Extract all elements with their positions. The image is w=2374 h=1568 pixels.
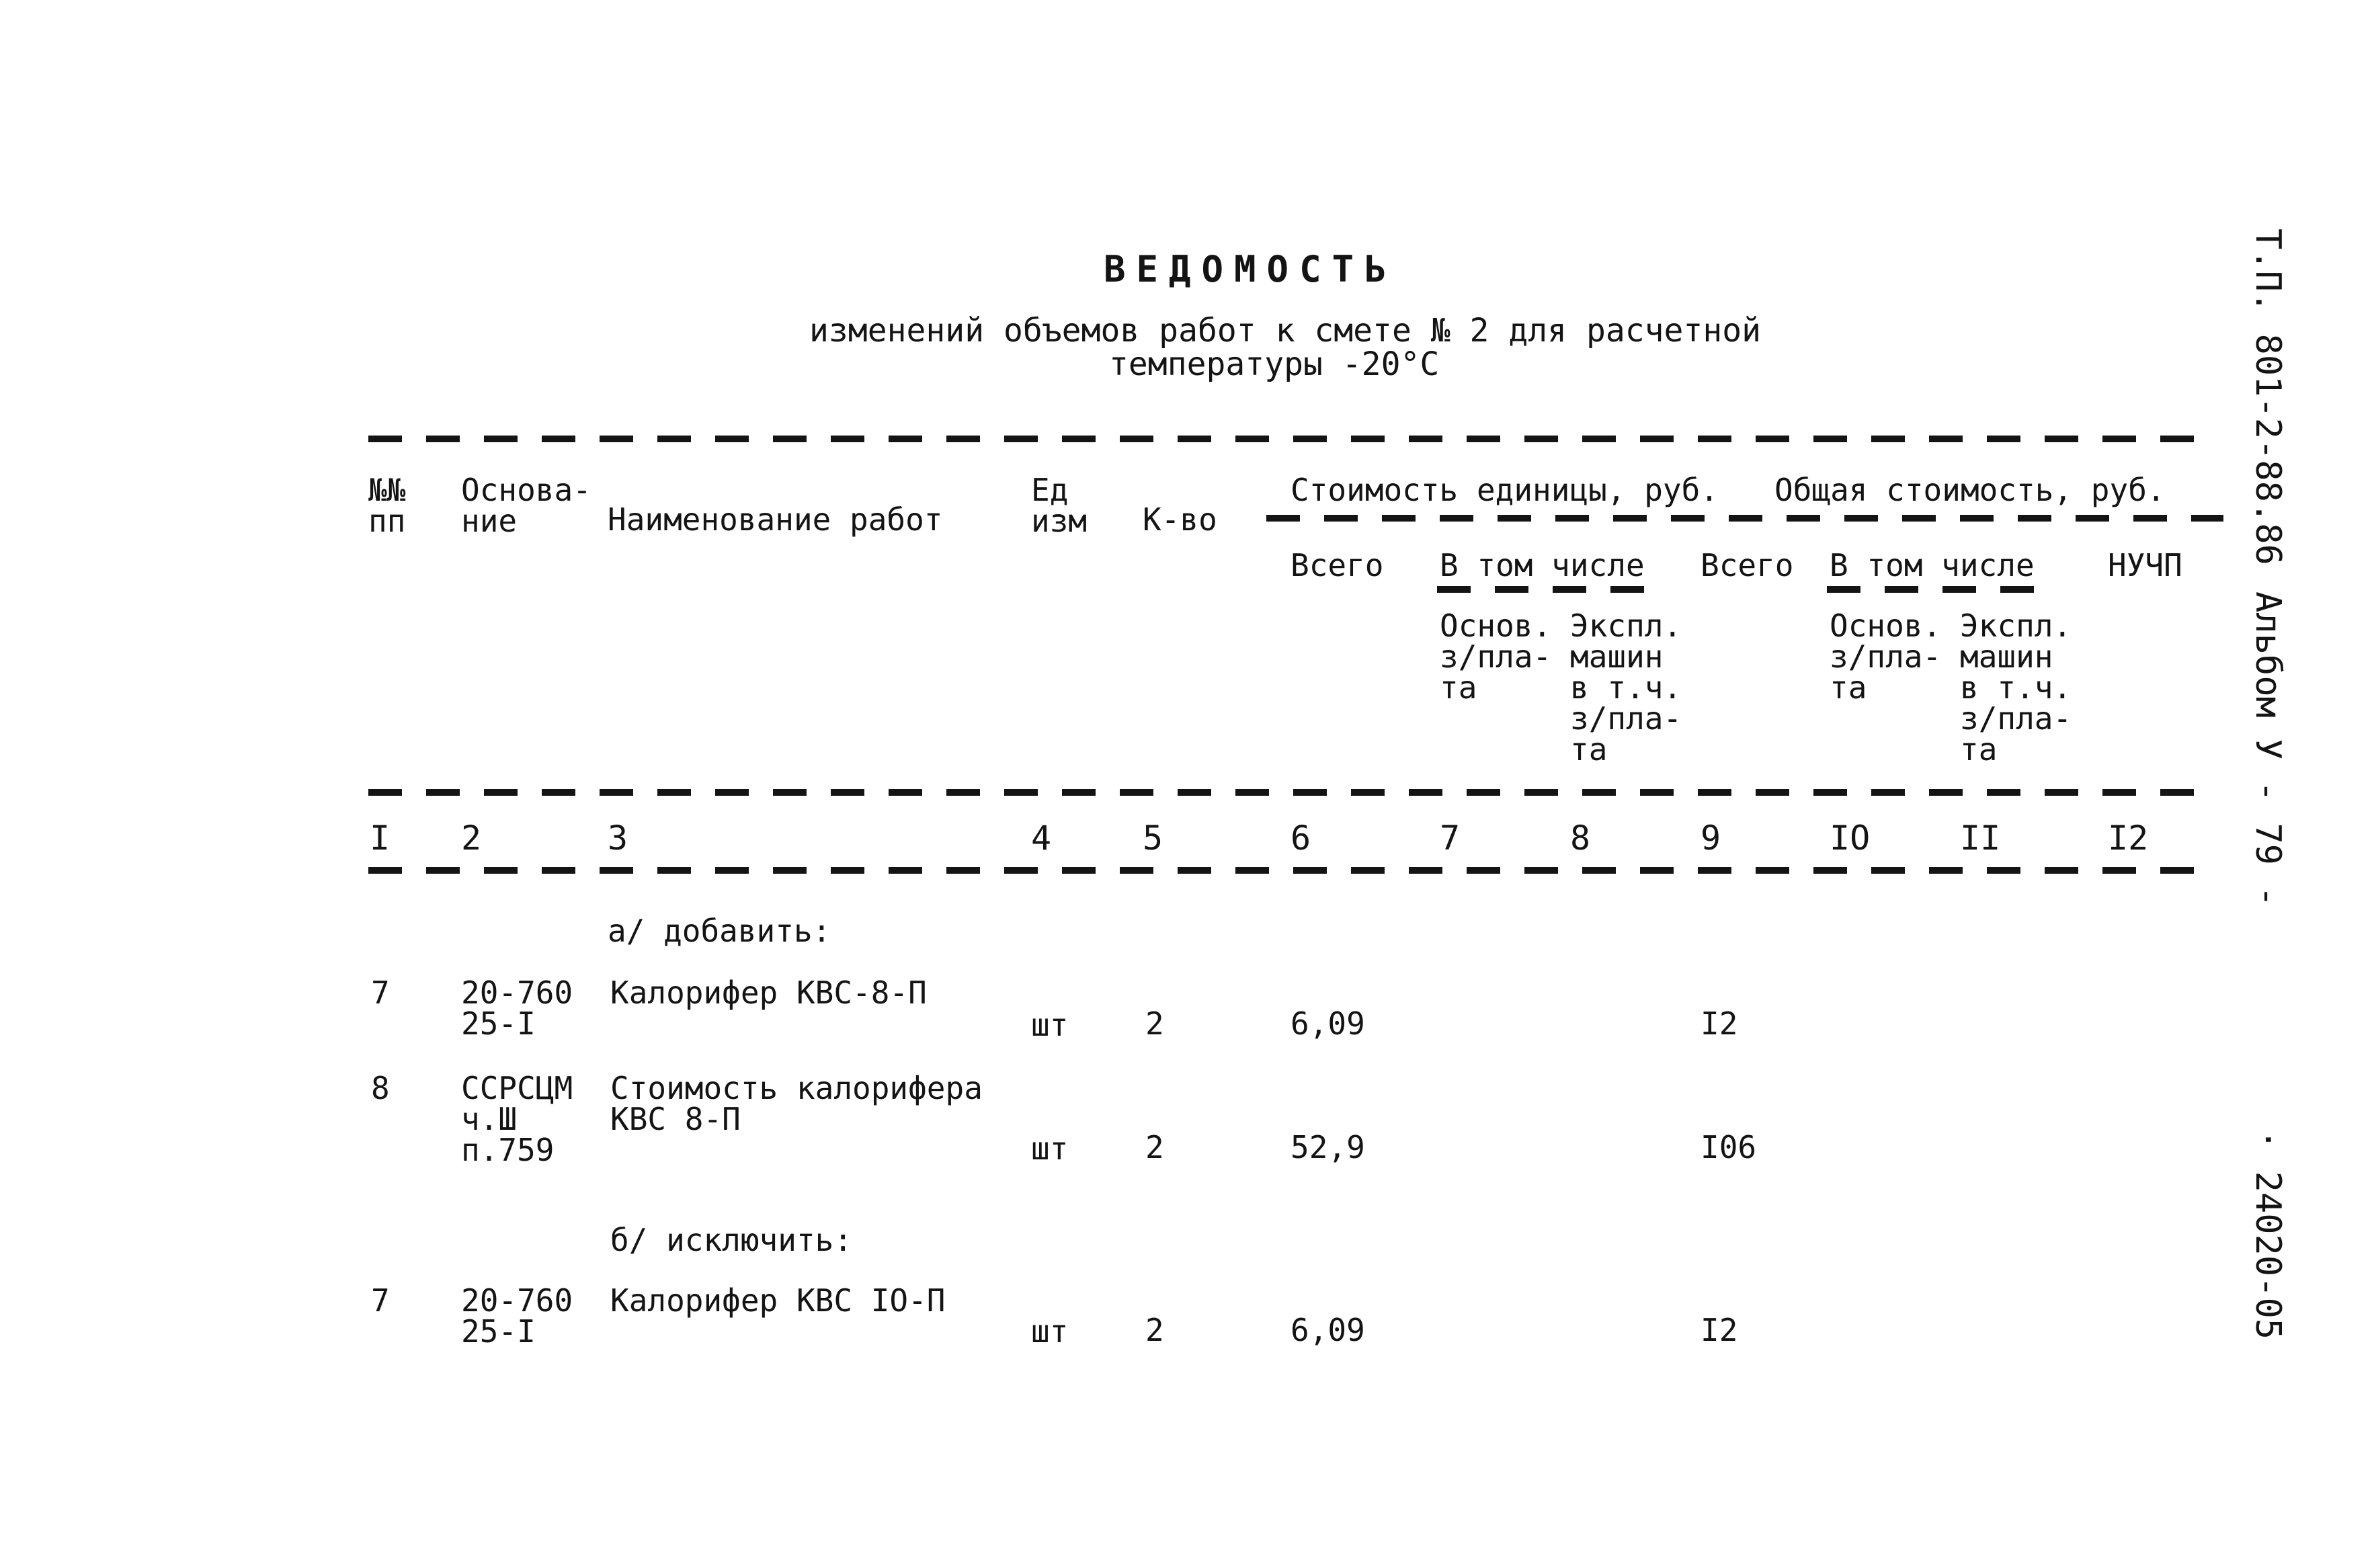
rule-header-bottom bbox=[368, 789, 2207, 796]
margin-inventory-number: · 24020-05 bbox=[2248, 1129, 2288, 1340]
header-sum-incl: В том числе bbox=[1830, 547, 2035, 583]
rule-incl-unit bbox=[1437, 586, 1645, 593]
header-unit-cost: Стоимость единицы, руб. bbox=[1291, 472, 1719, 508]
column-number: IO bbox=[1830, 819, 1871, 858]
row-name: Калорифер КВС IO-П bbox=[610, 1282, 946, 1319]
document-subtitle-2: температуры -20°С bbox=[1109, 345, 1440, 383]
column-number: 2 bbox=[461, 819, 482, 858]
column-number: 8 bbox=[1570, 819, 1591, 858]
row-number: 7 bbox=[371, 1282, 390, 1319]
row-number: 8 bbox=[371, 1070, 390, 1106]
column-number: I2 bbox=[2108, 819, 2149, 858]
row-unit-cost: 6,09 bbox=[1291, 1312, 1365, 1348]
rule-cost-groups bbox=[1266, 515, 2223, 522]
column-number: 3 bbox=[608, 819, 628, 858]
row-basis: 25-I bbox=[461, 1005, 536, 1042]
column-number: II bbox=[1960, 819, 2001, 858]
column-number: 5 bbox=[1143, 819, 1163, 858]
column-number: I bbox=[370, 819, 391, 858]
section-add-label: а/ добавить: bbox=[608, 913, 831, 949]
row-qty: 2 bbox=[1145, 1129, 1164, 1165]
row-name: Стоимость калорифера bbox=[610, 1070, 983, 1106]
row-name: Калорифер КВС-8-П bbox=[610, 975, 927, 1011]
column-number: 7 bbox=[1440, 819, 1461, 858]
header-name: Наименование работ bbox=[608, 501, 943, 538]
header-nuchp: НУЧП bbox=[2108, 547, 2182, 583]
row-unit: шт bbox=[1031, 1313, 1069, 1350]
row-unit: шт bbox=[1031, 1007, 1069, 1043]
row-unit-cost: 6,09 bbox=[1291, 1005, 1365, 1042]
row-total-cost: I06 bbox=[1701, 1129, 1757, 1165]
header-qty: К-во bbox=[1143, 501, 1217, 538]
column-number: 4 bbox=[1031, 819, 1052, 858]
section-exclude-label: б/ исключить: bbox=[610, 1222, 853, 1258]
header-sum-total: Всего bbox=[1701, 547, 1794, 583]
column-number: 6 bbox=[1291, 819, 1311, 858]
document-title: ВЕДОМОСТЬ bbox=[1104, 248, 1397, 290]
document-subtitle: изменений объемов работ к смете № 2 для расчетной bbox=[809, 312, 1762, 349]
rule-colnum-bottom bbox=[368, 867, 2207, 874]
margin-album: Альбом У - 79 - bbox=[2248, 591, 2288, 907]
header-unit-incl: В том числе bbox=[1440, 547, 1645, 583]
header-total-cost: Общая стоимость, руб. bbox=[1774, 472, 2166, 508]
row-number: 7 bbox=[371, 975, 390, 1011]
margin-project-code: Т.П. 801-2-88.86 bbox=[2248, 229, 2288, 565]
row-basis: п.759 bbox=[461, 1132, 555, 1168]
row-basis: ч.Ш bbox=[461, 1101, 518, 1137]
row-total-cost: I2 bbox=[1701, 1005, 1738, 1042]
row-basis: ССРСЦМ bbox=[461, 1070, 573, 1106]
row-total-cost: I2 bbox=[1701, 1312, 1738, 1348]
header-unit-total: Всего bbox=[1291, 547, 1384, 583]
rule-top bbox=[368, 436, 2207, 442]
row-basis: 20-760 bbox=[461, 1282, 573, 1319]
rule-incl-total bbox=[1827, 586, 2055, 593]
row-unit: шт bbox=[1031, 1130, 1069, 1167]
row-unit-cost: 52,9 bbox=[1291, 1129, 1365, 1165]
row-qty: 2 bbox=[1145, 1312, 1164, 1348]
column-number: 9 bbox=[1701, 819, 1721, 858]
row-basis: 25-I bbox=[461, 1313, 536, 1350]
row-qty: 2 bbox=[1145, 1005, 1164, 1042]
row-basis: 20-760 bbox=[461, 975, 573, 1011]
row-name: КВС 8-П bbox=[610, 1101, 741, 1137]
